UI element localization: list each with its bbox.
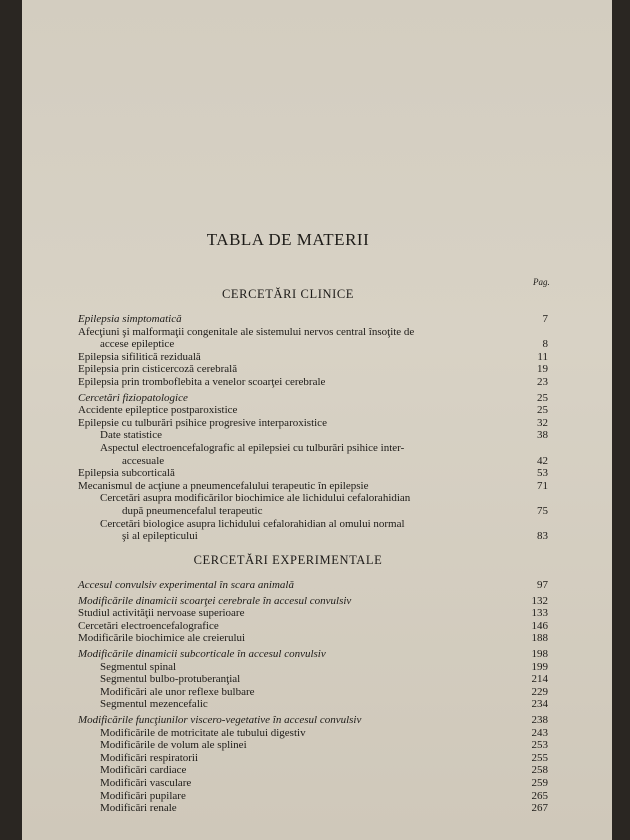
toc-entry-title: Cercetări fiziopatologice bbox=[78, 391, 188, 404]
toc-entry-page: 265 bbox=[531, 789, 548, 802]
toc-entry-title: Epilepsia subcorticală bbox=[78, 467, 175, 480]
toc-entry-page: 198 bbox=[531, 648, 548, 660]
toc-entry-title-continuation: după pneumencefalul terapeutic bbox=[122, 505, 263, 517]
toc-entry-page: 7 bbox=[542, 313, 548, 325]
toc-entry-page: 32 bbox=[537, 416, 548, 429]
toc-entry-page: 199 bbox=[531, 660, 548, 673]
toc-entry-title: Modificări cardiace bbox=[100, 764, 187, 777]
toc-entry bbox=[78, 631, 548, 645]
toc-entry-page: 229 bbox=[531, 685, 548, 698]
toc-entry-title: Modificări vasculare bbox=[100, 777, 192, 789]
toc-entry bbox=[78, 697, 548, 711]
toc-entry-title: Aspectul electroencefalografic al epilepsiei cu tulburări psihice inter- bbox=[100, 442, 405, 454]
toc-entry-title: Segmentul spinal bbox=[100, 660, 177, 673]
toc-entry-title: Modificări pupilare bbox=[100, 789, 186, 802]
toc-entry-page: 132 bbox=[531, 594, 548, 607]
toc-entry-title: Cercetări electroencefalografice bbox=[78, 619, 219, 632]
toc-entry-title: Modificările de volum ale splinei bbox=[100, 739, 247, 752]
toc-entry-title: Studiul activităţii nervoase superioare bbox=[78, 607, 245, 620]
toc-entry-title: Modificările dinamicii subcorticale în accesul convulsiv bbox=[78, 648, 326, 660]
toc-entry-page: 23 bbox=[537, 376, 548, 388]
toc-entry-title-continuation: şi al epilepticului bbox=[122, 530, 198, 543]
toc-entry-page: 253 bbox=[531, 739, 548, 752]
section-heading: CERCETĂRI EXPERIMENTALE bbox=[193, 553, 383, 567]
toc-entry-page: 259 bbox=[531, 777, 548, 789]
toc-entry bbox=[78, 801, 548, 815]
toc-entry-page: 8 bbox=[542, 338, 548, 351]
toc-entry-title: Epilepsia sifilitică reziduală bbox=[78, 350, 201, 363]
toc-entry-title: Modificările dinamicii scoarţei cerebrale în accesul convulsiv bbox=[78, 594, 352, 607]
toc-entry-title: Modificările funcţiunilor viscero-vegetative în accesul convulsiv bbox=[78, 714, 362, 726]
toc-entry-title: Modificări renale bbox=[100, 802, 177, 815]
toc-entry-page: 188 bbox=[531, 632, 548, 645]
toc-entry-title: Epilepsia prin tromboflebita a venelor scoarţei cerebrale bbox=[78, 376, 326, 388]
toc-entry-title: Segmentul mezencefalic bbox=[100, 698, 208, 711]
toc-entry-continuation bbox=[78, 529, 548, 543]
toc-entry-title: Epilepsia simptomatică bbox=[78, 313, 182, 325]
book-page bbox=[22, 0, 612, 840]
page-column-label: Pag. bbox=[533, 277, 550, 287]
toc-entry-page: 258 bbox=[531, 764, 548, 777]
toc-entry-title: Modificări ale unor reflexe bulbare bbox=[100, 685, 255, 698]
toc-entry-page: 42 bbox=[537, 454, 548, 467]
toc-entry-page: 19 bbox=[537, 363, 548, 376]
toc-entry-title: Accidente epileptice postparoxistice bbox=[78, 404, 238, 417]
toc-entry-page: 234 bbox=[531, 698, 548, 711]
toc-entry-title: Afecţiuni şi malformaţii congenitale ale sistemului nervos central însoţite de bbox=[78, 325, 415, 338]
toc-entry-page: 25 bbox=[537, 391, 548, 404]
toc-entry-title: Cercetări asupra modificărilor biochimice ale lichidului cefalorahidian bbox=[100, 492, 411, 505]
toc-entry-page: 146 bbox=[531, 619, 548, 632]
section-heading: CERCETĂRI CLINICE bbox=[221, 287, 355, 301]
toc-entry bbox=[78, 375, 548, 389]
toc-entry-title: Modificări respiratorii bbox=[100, 751, 199, 764]
toc-entry-page: 11 bbox=[537, 350, 548, 363]
toc-entry-page: 71 bbox=[537, 479, 548, 492]
toc-entry-page: 25 bbox=[537, 404, 548, 417]
toc-entry-title: Mecanismul de acţiune a pneumencefalului terapeutic în epilepsie bbox=[78, 479, 369, 492]
toc-entry-title-continuation: accesuale bbox=[122, 454, 165, 467]
page-title: TABLA DE MATERII bbox=[206, 230, 370, 249]
toc-entry bbox=[78, 578, 548, 592]
toc-entry-title: Date statistice bbox=[100, 429, 163, 442]
toc-entry-page: 97 bbox=[537, 579, 548, 591]
toc-entry-page: 75 bbox=[537, 505, 548, 517]
toc-entry-title: Epilepsia prin cisticercoză cerebrală bbox=[78, 363, 238, 376]
toc-entry-title: Modificările biochimice ale creierului bbox=[78, 632, 246, 645]
toc-entry-page: 255 bbox=[531, 751, 548, 764]
toc-entry-page: 243 bbox=[531, 726, 548, 739]
toc-entry-title: Cercetări biologice asupra lichidului cefalorahidian al omului normal bbox=[100, 517, 405, 530]
toc-entry-page: 214 bbox=[531, 673, 548, 686]
toc-entry-title: Segmentul bulbo-protuberanţial bbox=[100, 673, 241, 686]
toc-entry-title: Accesul convulsiv experimental în scara animală bbox=[78, 579, 294, 591]
toc-entry-page: 133 bbox=[531, 607, 548, 620]
toc-entry-page: 38 bbox=[537, 429, 548, 442]
toc-entry-page: 53 bbox=[537, 467, 548, 480]
toc-entry-page: 238 bbox=[531, 714, 548, 726]
toc-entry-title: Epilepsie cu tulburări psihice progresive interparoxistice bbox=[78, 416, 327, 429]
toc-entry-title-continuation: accese epileptice bbox=[100, 338, 175, 351]
toc-entry-page: 267 bbox=[531, 802, 548, 815]
toc-entry-page: 83 bbox=[537, 530, 548, 543]
toc-entry-title: Modificările de motricitate ale tubului digestiv bbox=[100, 726, 306, 739]
